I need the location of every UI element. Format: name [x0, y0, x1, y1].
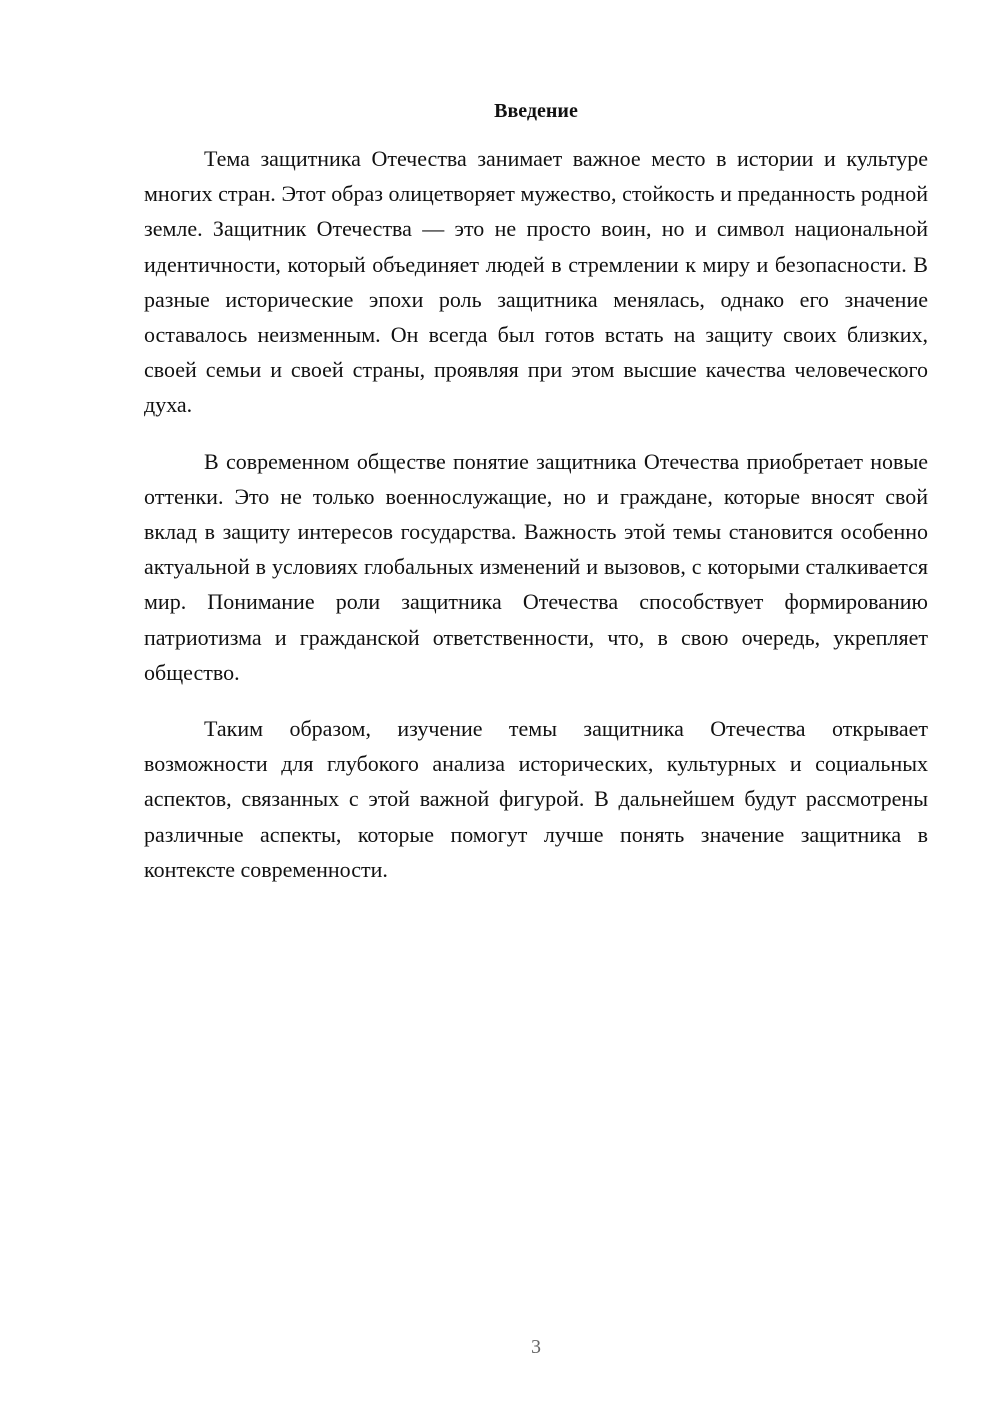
body-text [144, 141, 928, 908]
page-number: 3 [531, 1336, 541, 1358]
paragraph-1: Тема защитника Отечества занимает важное место в истории и культуре многих стран. Этот образ олицетворяет мужество, стойкость и преданность родной земле. Защитник Отечества — это не просто воин, но и символ национальной идентичности, который объединяет людей в стремлении к миру и безопасности. В разные исторические эпохи роль защитника менялась, однако его значение оставалось неизменным. Он всегда был готов встать на защиту своих близких, своей семьи и своей страны, проявляя при этом высшие качества человеческого духа. [144, 146, 928, 418]
section-heading: Введение [494, 100, 578, 122]
paragraph-3: Таким образом, изучение темы защитника Отечества открывает возможности для глубокого анализа исторических, культурных и социальных аспектов, связанных с этой важной фигурой. В дальнейшем будут рассмотрены различные аспекты, которые помогут лучше понять значение защитника в контексте современности. [144, 716, 928, 882]
paragraph-2: В современном обществе понятие защитника Отечества приобретает новые оттенки. Это не только военнослужащие, но и граждане, которые вносят свой вклад в защиту интересов государства. Важность этой темы становится особенно актуальной в условиях глобальных изменений и вызовов, с которыми сталкивается мир. Понимание роли защитника Отечества способствует формированию патриотизма и гражданской ответственности, что, в свою очередь, укрепляет общество. [144, 448, 928, 685]
